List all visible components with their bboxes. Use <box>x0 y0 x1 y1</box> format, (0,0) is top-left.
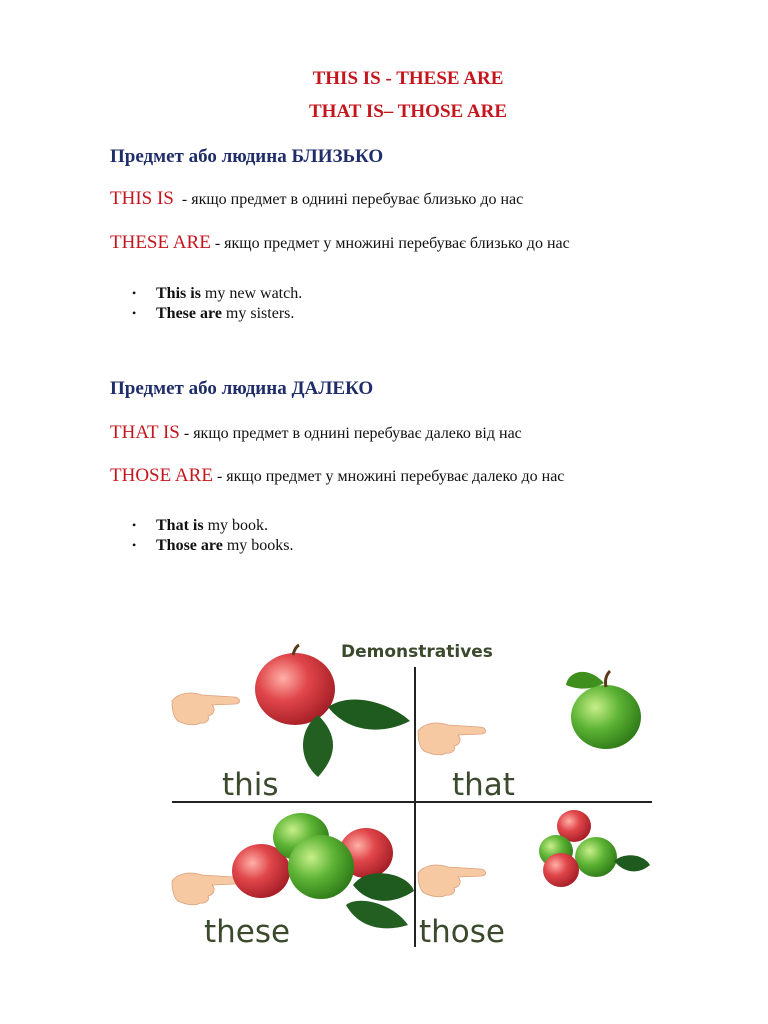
example-text: my book. <box>203 517 269 534</box>
that-label: that <box>452 767 515 803</box>
this-label: this <box>222 767 279 803</box>
leaf-icon <box>614 855 650 871</box>
this-is-explanation: - якщо предмет в однині перебуває близько до нас <box>173 191 524 208</box>
demonstratives-illustration <box>168 635 656 947</box>
green-apple-icon <box>575 837 617 877</box>
near-examples-list <box>110 284 302 323</box>
demonstratives-svg <box>168 635 656 947</box>
those-are-rule <box>110 465 564 487</box>
leaf-icon <box>328 699 410 729</box>
list-item: • This is my new watch. <box>132 285 303 302</box>
leaf-icon <box>346 901 408 929</box>
green-apple-icon <box>288 835 354 899</box>
example-bold: This is <box>156 285 201 302</box>
list-item: • That is my book. <box>132 517 269 534</box>
green-apple-icon <box>571 685 641 749</box>
these-are-term: THESE ARE <box>110 232 211 253</box>
those-are-term: THOSE ARE <box>110 465 213 486</box>
example-bold: That is <box>156 517 204 534</box>
leaf-icon <box>303 715 333 777</box>
far-heading: Предмет або людина ДАЛЕКО <box>110 378 374 399</box>
near-heading: Предмет або людина БЛИЗЬКО <box>110 146 384 167</box>
this-is-term: THIS IS <box>110 188 174 209</box>
these-quadrant <box>172 813 414 947</box>
these-are-rule <box>110 232 570 254</box>
that-is-explanation: - якщо предмет в однині перебуває далеко від нас <box>179 425 522 442</box>
list-item: • Those are my books. <box>132 536 294 554</box>
red-apple-icon <box>543 853 579 887</box>
those-label: those <box>419 914 505 947</box>
pointing-hand-icon <box>418 723 486 755</box>
example-text: my books. <box>222 536 294 554</box>
those-quadrant <box>418 810 650 947</box>
title-line-1: THIS IS - THESE ARE <box>312 68 504 89</box>
example-text: my new watch. <box>200 285 303 302</box>
pointing-hand-icon <box>172 693 240 725</box>
pointing-hand-icon <box>172 873 240 905</box>
list-item: • These are my sisters. <box>132 304 295 322</box>
leaf-icon <box>353 873 414 901</box>
example-text: my sisters. <box>221 304 295 322</box>
example-bold: Those are <box>156 536 223 554</box>
these-label: these <box>204 914 291 947</box>
demonstratives-title: Demonstratives <box>341 642 493 662</box>
that-is-rule <box>110 422 522 444</box>
example-bold: These are <box>156 304 222 322</box>
far-examples-list <box>110 516 293 555</box>
that-quadrant <box>418 671 641 803</box>
that-is-term: THAT IS <box>110 422 180 443</box>
these-are-explanation: - якщо предмет у множині перебуває близько до нас <box>210 235 570 252</box>
this-is-rule <box>110 188 523 210</box>
those-are-explanation: - якщо предмет у множині перебуває далеко до нас <box>212 468 565 485</box>
red-apple-icon <box>255 653 335 725</box>
pointing-hand-icon <box>418 865 486 897</box>
this-quadrant <box>172 645 410 803</box>
title-line-2: THAT IS– THOSE ARE <box>309 101 507 122</box>
